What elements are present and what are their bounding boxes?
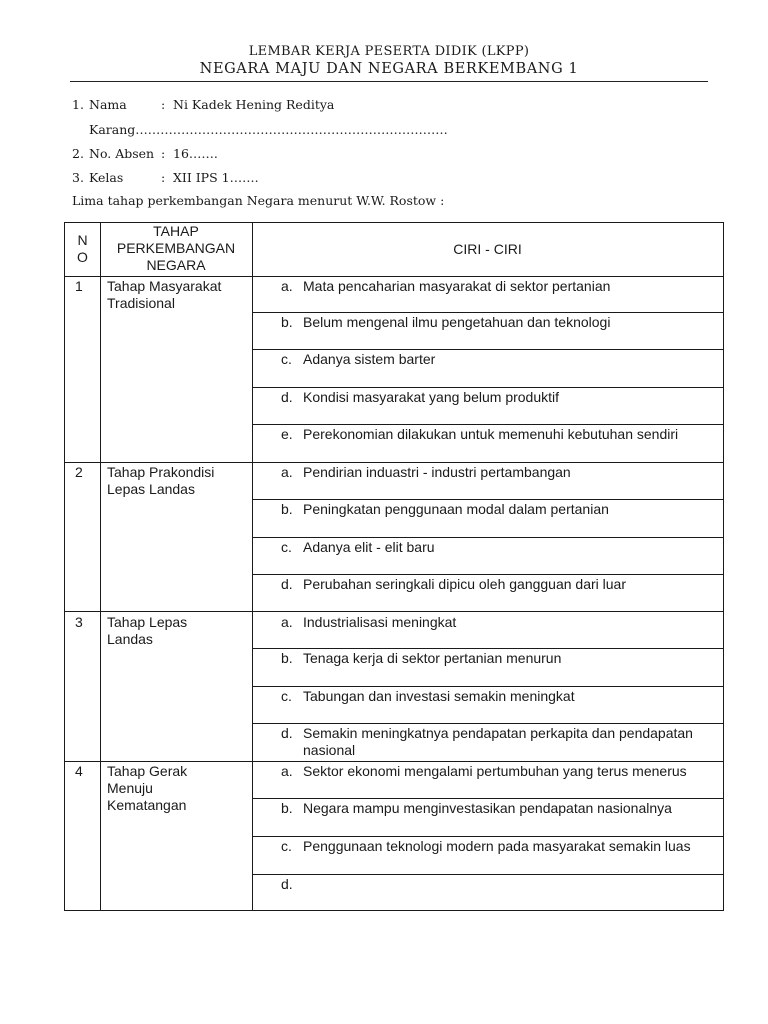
ciri-divider bbox=[252, 424, 723, 425]
row-2-tahap-line1: Tahap Prakondisi bbox=[107, 464, 215, 480]
worksheet-subtitle: NEGARA MAJU DAN NEGARA BERKEMBANG 1 bbox=[199, 61, 579, 77]
row-divider bbox=[65, 761, 723, 762]
row-2-no: 2 bbox=[75, 464, 83, 480]
ciri-letter: a. bbox=[281, 614, 293, 630]
karang-text[interactable]: Karang………………………………………………………………… bbox=[89, 122, 448, 137]
ciri-divider bbox=[252, 798, 723, 799]
ciri-text: Kondisi masyarakat yang belum produktif bbox=[303, 389, 560, 405]
header-tahap bbox=[100, 223, 252, 274]
row-2-tahap bbox=[107, 464, 251, 498]
absen-label: No. Absen bbox=[89, 146, 155, 161]
row-4-tahap-line3: Kematangan bbox=[107, 797, 187, 813]
ciri-text: Semakin meningkatnya pendapatan perkapita dan pendapatan nasional bbox=[303, 725, 693, 758]
column-divider bbox=[100, 223, 101, 910]
row-1-no: 1 bbox=[75, 278, 83, 294]
absen-colon: : bbox=[161, 146, 166, 161]
ciri-text: Perubahan seringkali dipicu oleh gangguan dari luar bbox=[303, 576, 627, 592]
ciri-divider bbox=[252, 874, 723, 875]
ciri-letter: b. bbox=[281, 800, 293, 816]
nama-number: 1. bbox=[72, 97, 84, 112]
rostow-stages-table bbox=[64, 222, 724, 911]
ciri-text: Industrialisasi meningkat bbox=[303, 614, 457, 630]
kelas-colon: : bbox=[161, 170, 166, 185]
ciri-divider bbox=[252, 836, 723, 837]
ciri-text: Negara mampu menginvestasikan pendapatan nasionalnya bbox=[303, 800, 672, 816]
ciri-text: Mata pencaharian masyarakat di sektor pertanian bbox=[303, 278, 611, 294]
header-tahap-line3: NEGARA bbox=[146, 257, 206, 273]
ciri-divider bbox=[252, 499, 723, 500]
absen-value[interactable]: 16……. bbox=[173, 146, 218, 161]
row-4-tahap-line2: Menuju bbox=[107, 780, 153, 796]
ciri-text: Perekonomian dilakukan untuk memenuhi kebutuhan sendiri bbox=[303, 426, 679, 442]
kelas-label: Kelas bbox=[89, 170, 124, 185]
header-divider bbox=[70, 81, 708, 82]
ciri-letter: d. bbox=[281, 389, 293, 405]
header-no-line1: N bbox=[77, 232, 88, 248]
row-3-tahap-line1: Tahap Lepas bbox=[107, 614, 188, 630]
nama-label: Nama bbox=[89, 97, 127, 112]
document-header bbox=[70, 44, 708, 78]
worksheet-title: LEMBAR KERJA PESERTA DIDIK (LKPP) bbox=[248, 44, 530, 59]
row-divider bbox=[65, 611, 723, 612]
row-divider bbox=[65, 462, 723, 463]
column-divider bbox=[252, 223, 253, 910]
ciri-divider bbox=[252, 723, 723, 724]
ciri-letter: a. bbox=[281, 278, 293, 294]
row-4-tahap bbox=[107, 763, 251, 814]
ciri-divider bbox=[252, 349, 723, 350]
header-tahap-line2: PERKEMBANGAN bbox=[116, 240, 236, 256]
ciri-text: Adanya elit - elit baru bbox=[303, 539, 435, 555]
ciri-text: Tabungan dan investasi semakin meningkat bbox=[303, 688, 575, 704]
ciri-letter: d. bbox=[281, 725, 293, 741]
kelas-value[interactable]: XII IPS 1……. bbox=[173, 170, 259, 185]
ciri-divider bbox=[252, 686, 723, 687]
ciri-letter: a. bbox=[281, 464, 293, 480]
ciri-divider bbox=[252, 387, 723, 388]
absen-number: 2. bbox=[72, 146, 84, 161]
ciri-text: Belum mengenal ilmu pengetahuan dan teknologi bbox=[303, 314, 611, 330]
ciri-letter: d. bbox=[281, 876, 293, 892]
ciri-text: Tenaga kerja di sektor pertanian menurun bbox=[303, 650, 562, 666]
nama-value[interactable]: Ni Kadek Hening Reditya bbox=[173, 97, 335, 112]
ciri-letter: a. bbox=[281, 763, 293, 779]
ciri-letter: b. bbox=[281, 314, 293, 330]
ciri-divider bbox=[252, 648, 723, 649]
row-3-tahap-line2: Landas bbox=[107, 631, 153, 647]
row-3-no: 3 bbox=[75, 614, 83, 630]
ciri-letter: b. bbox=[281, 650, 293, 666]
ciri-letter: d. bbox=[281, 576, 293, 592]
header-no bbox=[65, 232, 100, 266]
row-4-tahap-line1: Tahap Gerak bbox=[107, 763, 188, 779]
intro-text: Lima tahap perkembangan Negara menurut W.W. Rostow : bbox=[72, 193, 445, 208]
ciri-text: Pendirian induastri - industri pertambangan bbox=[303, 464, 571, 480]
ciri-divider bbox=[252, 537, 723, 538]
ciri-text: Sektor ekonomi mengalami pertumbuhan yang terus menerus bbox=[303, 763, 687, 779]
header-ciri: CIRI - CIRI bbox=[453, 241, 522, 257]
row-1-tahap bbox=[107, 278, 251, 312]
row-1-tahap-line1: Tahap Masyarakat bbox=[107, 278, 222, 294]
ciri-divider bbox=[252, 574, 723, 575]
ciri-letter: b. bbox=[281, 501, 293, 517]
ciri-text: Adanya sistem barter bbox=[303, 351, 436, 367]
ciri-divider bbox=[252, 312, 723, 313]
row-1-tahap-line2: Tradisional bbox=[107, 295, 175, 311]
nama-colon: : bbox=[161, 97, 166, 112]
ciri-text: Peningkatan penggunaan modal dalam pertanian bbox=[303, 501, 609, 517]
ciri-letter: c. bbox=[281, 351, 292, 367]
header-row-divider bbox=[65, 276, 723, 277]
header-tahap-line1: TAHAP bbox=[153, 223, 199, 239]
ciri-letter: c. bbox=[281, 688, 292, 704]
row-4-no: 4 bbox=[75, 763, 83, 779]
ciri-text: Penggunaan teknologi modern pada masyarakat semakin luas bbox=[303, 838, 691, 854]
ciri-letter: c. bbox=[281, 838, 292, 854]
kelas-number: 3. bbox=[72, 170, 84, 185]
row-2-tahap-line2: Lepas Landas bbox=[107, 481, 195, 497]
row-3-tahap bbox=[107, 614, 251, 648]
ciri-letter: c. bbox=[281, 539, 292, 555]
header-no-line2: O bbox=[77, 249, 88, 265]
ciri-letter: e. bbox=[281, 426, 293, 442]
